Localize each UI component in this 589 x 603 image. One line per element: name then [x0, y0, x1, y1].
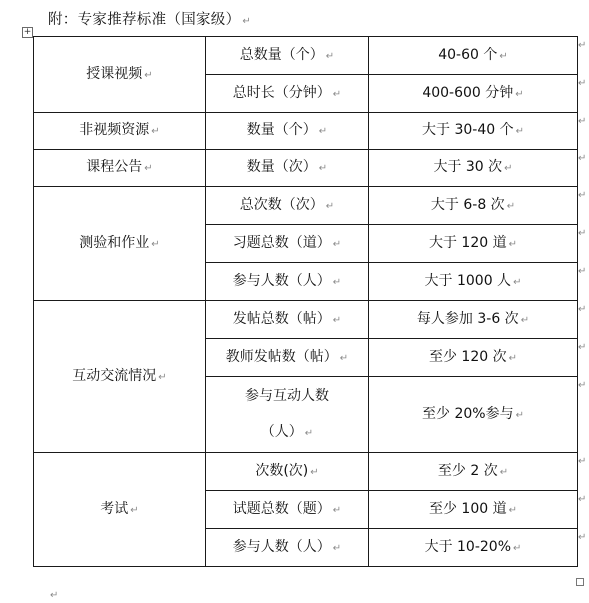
paragraph-mark: ↵: [242, 16, 252, 27]
row-end-mark: ↵: [578, 78, 587, 89]
value-cell[interactable]: 大于 1000 人 ↵: [369, 263, 578, 301]
value-cell[interactable]: 至少 100 道 ↵: [369, 491, 578, 529]
category-cell[interactable]: 考试 ↵: [34, 453, 206, 567]
category-cell[interactable]: 互动交流情况 ↵: [34, 301, 206, 453]
row-end-mark: ↵: [578, 342, 587, 353]
category-cell[interactable]: 非视频资源 ↵: [34, 113, 206, 150]
end-paragraph-mark: ↵: [50, 590, 59, 601]
item-cell[interactable]: 次数(次) ↵: [206, 453, 369, 491]
table-row: [34, 150, 578, 187]
item-cell[interactable]: 参与互动人数 （人） ↵: [206, 377, 369, 453]
value-cell[interactable]: 至少 20%参与 ↵: [369, 377, 578, 453]
value-cell[interactable]: 大于 120 道 ↵: [369, 225, 578, 263]
item-cell[interactable]: 发帖总数（帖） ↵: [206, 301, 369, 339]
row-end-mark: ↵: [578, 532, 587, 543]
item-cell[interactable]: 总时长（分钟） ↵: [206, 75, 369, 113]
value-cell[interactable]: 40-60 个 ↵: [369, 37, 578, 75]
item-cell[interactable]: 数量（个） ↵: [206, 113, 369, 150]
item-cell[interactable]: 参与人数（人） ↵: [206, 529, 369, 567]
table-row: [34, 37, 578, 75]
document-heading: [48, 8, 251, 29]
item-cell[interactable]: 习题总数（道） ↵: [206, 225, 369, 263]
item-cell[interactable]: 总次数（次） ↵: [206, 187, 369, 225]
row-end-mark: ↵: [578, 190, 587, 201]
table-move-handle-icon[interactable]: +: [23, 27, 32, 37]
value-cell[interactable]: 大于 10-20% ↵: [369, 529, 578, 567]
table-resize-handle[interactable]: [576, 578, 584, 586]
value-cell[interactable]: 每人参加 3-6 次 ↵: [369, 301, 578, 339]
value-cell[interactable]: 大于 30-40 个 ↵: [369, 113, 578, 150]
item-cell[interactable]: 参与人数（人） ↵: [206, 263, 369, 301]
item-cell[interactable]: 教师发帖数（帖） ↵: [206, 339, 369, 377]
row-end-mark: ↵: [578, 40, 587, 51]
row-end-mark: ↵: [578, 266, 587, 277]
table-row: [34, 301, 578, 339]
row-end-mark: ↵: [578, 304, 587, 315]
row-end-mark: ↵: [578, 228, 587, 239]
value-cell[interactable]: 大于 30 次 ↵: [369, 150, 578, 187]
item-cell[interactable]: 试题总数（题） ↵: [206, 491, 369, 529]
value-cell[interactable]: 至少 2 次 ↵: [369, 453, 578, 491]
row-end-mark: ↵: [578, 153, 587, 164]
value-cell[interactable]: 大于 6-8 次 ↵: [369, 187, 578, 225]
category-cell[interactable]: 测验和作业 ↵: [34, 187, 206, 301]
item-cell[interactable]: 数量（次） ↵: [206, 150, 369, 187]
table-row: [34, 187, 578, 225]
heading-text: 附：专家推荐标准（国家级）: [48, 12, 241, 28]
value-cell[interactable]: 400-600 分钟 ↵: [369, 75, 578, 113]
row-end-mark: ↵: [578, 380, 587, 391]
row-end-mark: ↵: [578, 456, 587, 467]
category-cell[interactable]: 授课视频 ↵: [34, 37, 206, 113]
table-row: [34, 453, 578, 491]
value-cell[interactable]: 至少 120 次 ↵: [369, 339, 578, 377]
item-cell[interactable]: 总数量（个） ↵: [206, 37, 369, 75]
standards-table: [33, 36, 578, 567]
row-end-mark: ↵: [578, 494, 587, 505]
table-row: [34, 113, 578, 150]
row-end-mark: ↵: [578, 116, 587, 127]
category-cell[interactable]: 课程公告 ↵: [34, 150, 206, 187]
